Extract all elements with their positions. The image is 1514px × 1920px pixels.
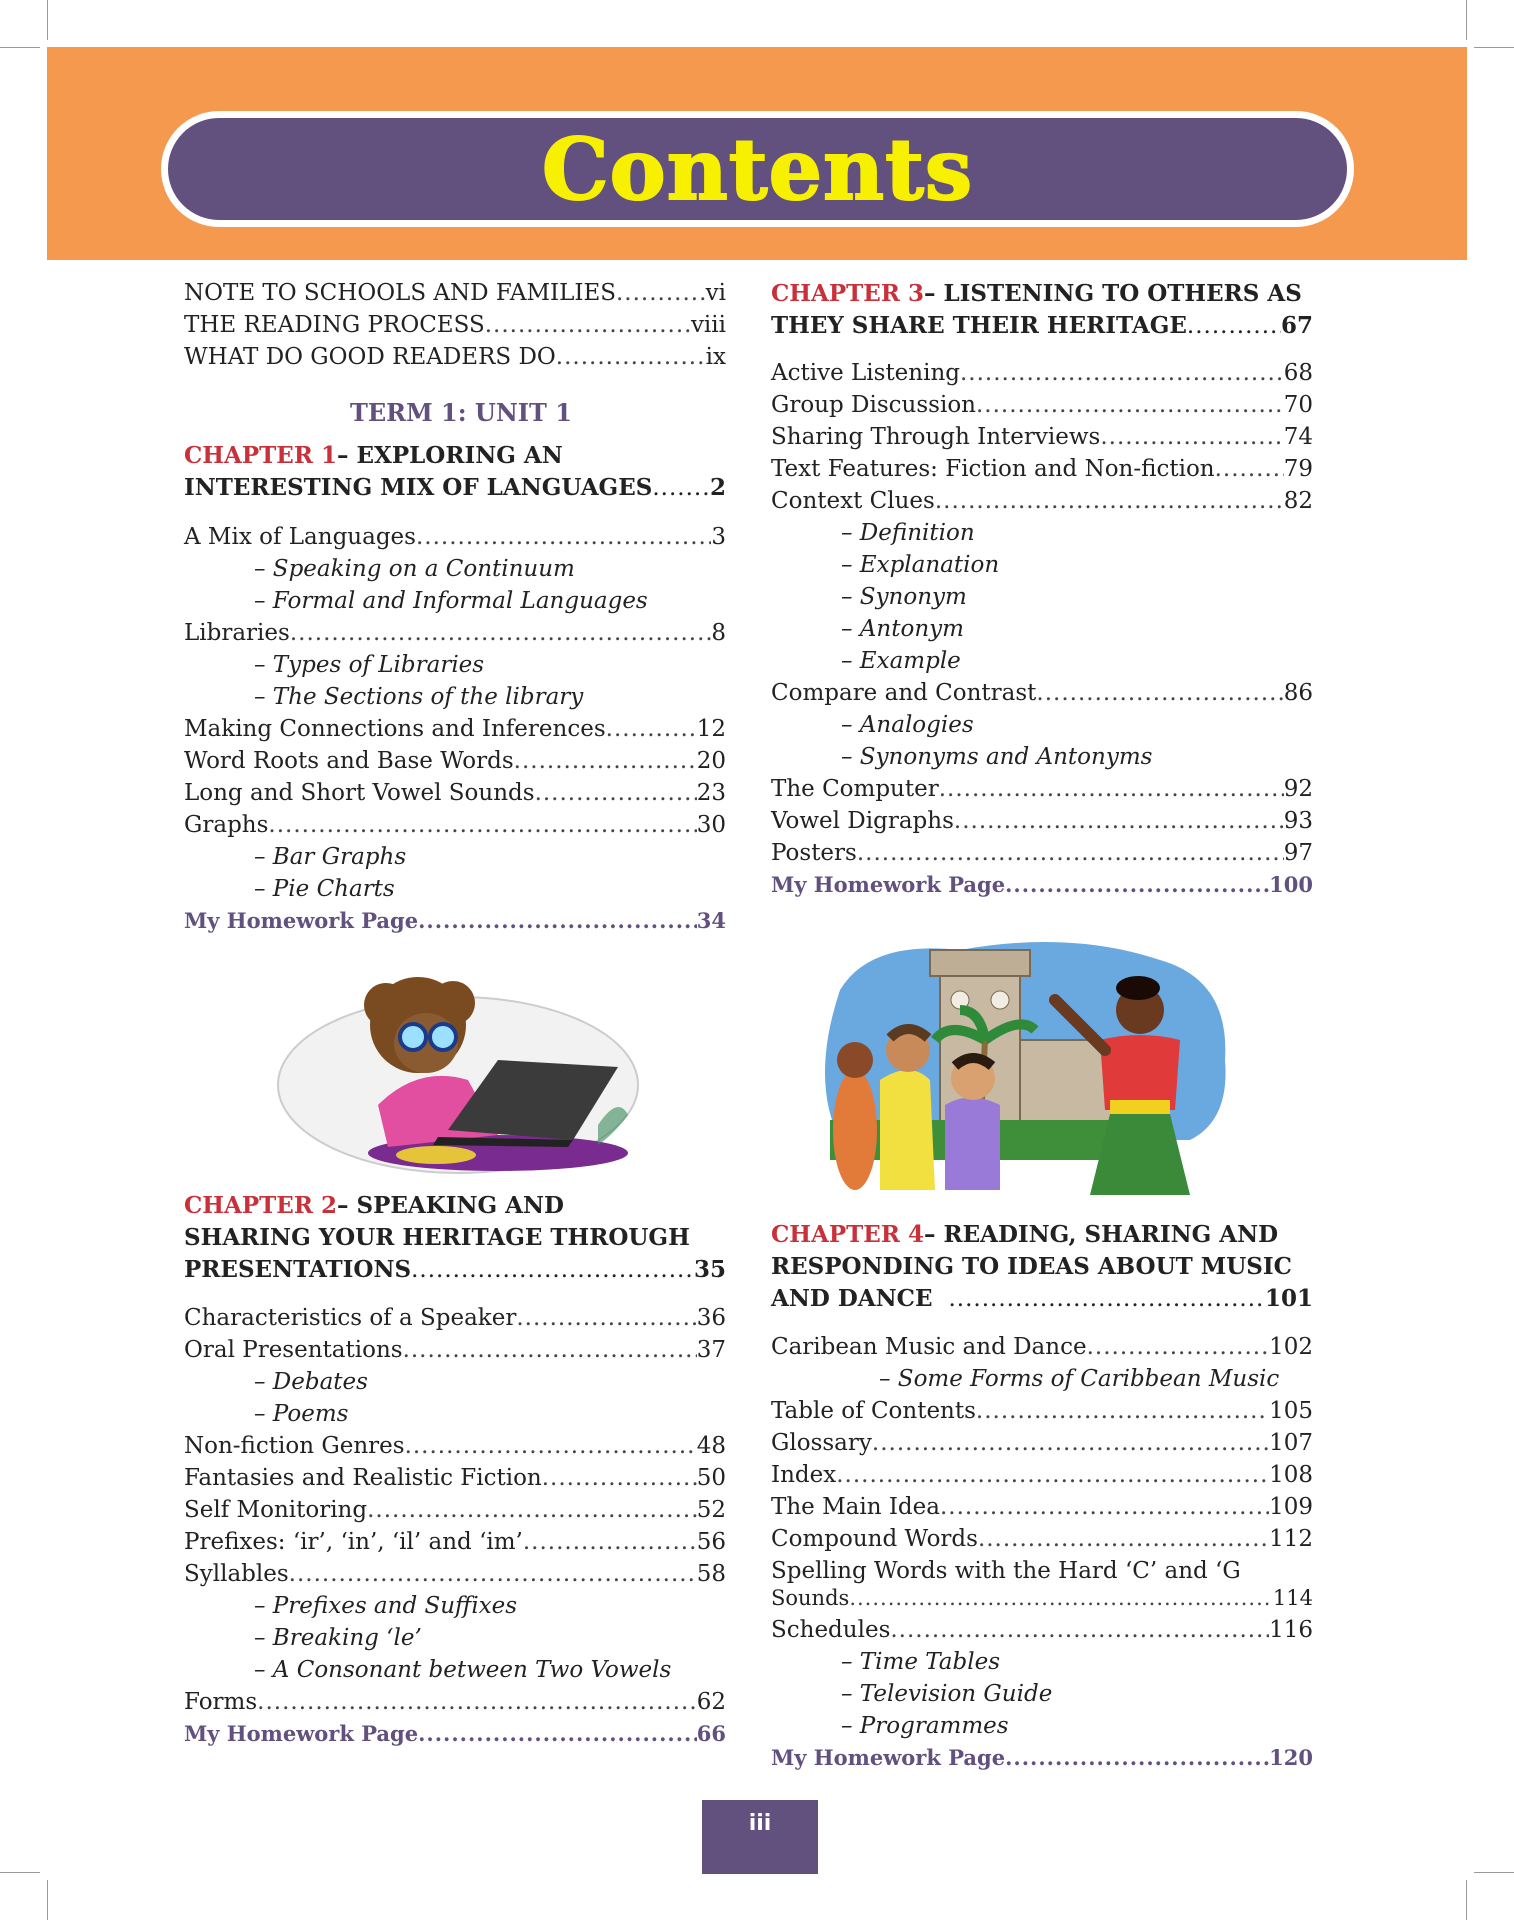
toc-entry[interactable] — [184, 810, 726, 840]
toc-entry[interactable] — [184, 310, 726, 340]
leader-dots — [849, 1583, 1273, 1613]
entry-page: 62 — [696, 1689, 726, 1715]
entry-page: 70 — [1283, 392, 1313, 418]
crop-mark — [47, 1880, 48, 1920]
leader-dots — [652, 472, 710, 504]
chapter-page: 67 — [1280, 312, 1313, 339]
entry-label: Forms — [184, 1689, 258, 1715]
leader-dots — [405, 1431, 697, 1461]
leader-dots — [418, 1719, 697, 1749]
entry-page: 36 — [696, 1305, 726, 1331]
entry-label: Sharing Through Interviews — [771, 424, 1101, 450]
entry-label: Making Connections and Inferences — [184, 716, 606, 742]
entry-label: Sounds — [771, 1586, 850, 1610]
leader-dots — [606, 714, 697, 744]
chapter-label: CHAPTER 1 — [184, 442, 337, 469]
leader-dots — [411, 1254, 694, 1286]
entry-label: Characteristics of a Speaker — [184, 1305, 517, 1331]
entry-label: The Main Idea — [771, 1494, 940, 1520]
entry-page: 79 — [1283, 456, 1313, 482]
entry-label: Long and Short Vowel Sounds — [184, 780, 535, 806]
chapter-heading[interactable] — [184, 440, 726, 504]
toc-subentry[interactable]: – Synonym — [841, 584, 967, 610]
entry-page: 114 — [1272, 1586, 1313, 1610]
toc-subentry[interactable]: – Types of Libraries — [254, 652, 485, 678]
entry-label: Text Features: Fiction and Non-fiction — [771, 456, 1215, 482]
entry-label: Index — [771, 1462, 837, 1488]
toc-entry[interactable] — [771, 1396, 1313, 1426]
leader-dots — [403, 1335, 697, 1365]
toc-entry[interactable] — [184, 522, 726, 552]
chapter-page: 35 — [693, 1256, 726, 1283]
toc-subentry[interactable]: – The Sections of the library — [254, 684, 584, 710]
entry-label: WHAT DO GOOD READERS DO — [184, 344, 556, 370]
entry-page: 37 — [696, 1337, 726, 1363]
chapter-title: AND DANCE — [771, 1285, 949, 1312]
entry-label: Compare and Contrast — [771, 680, 1037, 706]
toc-entry[interactable] — [771, 1460, 1313, 1490]
leader-dots — [949, 1283, 1265, 1315]
entry-page: 102 — [1269, 1334, 1313, 1360]
page-title: Contents — [541, 120, 974, 219]
entry-page: 105 — [1269, 1398, 1313, 1424]
entry-label: Oral Presentations — [184, 1337, 403, 1363]
toc-entry[interactable] — [771, 390, 1313, 420]
toc-subentry[interactable]: – Television Guide — [841, 1681, 1053, 1707]
crop-mark — [1466, 1880, 1467, 1920]
entry-page: 86 — [1283, 680, 1313, 706]
entry-label: My Homework Page — [184, 1721, 419, 1746]
leader-dots — [890, 1615, 1269, 1645]
leader-dots — [1036, 678, 1283, 708]
entry-label: Fantasies and Realistic Fiction — [184, 1465, 542, 1491]
toc-entry[interactable] — [184, 278, 726, 308]
crop-mark — [0, 1872, 40, 1873]
chapter-heading[interactable] — [771, 278, 1313, 342]
entry-page: 66 — [696, 1721, 726, 1746]
leader-dots — [1005, 1743, 1269, 1773]
toc-subentry[interactable]: – Breaking ‘le’ — [254, 1625, 422, 1651]
entry-label: Posters — [771, 840, 857, 866]
toc-entry[interactable] — [184, 1495, 726, 1525]
entry-label: Graphs — [184, 812, 269, 838]
leader-dots — [556, 342, 706, 372]
toc-entry[interactable] — [184, 618, 726, 648]
toc-entry[interactable] — [184, 746, 726, 776]
entry-page: 20 — [696, 748, 726, 774]
entry-page: 107 — [1269, 1430, 1313, 1456]
toc-subentry[interactable]: – Explanation — [841, 552, 1000, 578]
homework-entry[interactable] — [771, 870, 1313, 900]
toc-entry[interactable] — [184, 1431, 726, 1461]
tour-guide-illustration — [810, 930, 1240, 1210]
girl-with-laptop-illustration — [268, 975, 648, 1175]
entry-label: THE READING PROCESS — [184, 312, 485, 338]
entry-label: My Homework Page — [184, 908, 419, 933]
entry-page: 12 — [696, 716, 726, 742]
toc-entry[interactable] — [771, 678, 1313, 708]
entry-page: 50 — [696, 1465, 726, 1491]
leader-dots — [960, 358, 1284, 388]
toc-subentry[interactable]: – Debates — [254, 1369, 368, 1395]
entry-page: 34 — [696, 908, 726, 933]
toc-entry-line1[interactable]: Spelling Words with the Hard ‘C’ and ‘G — [771, 1558, 1241, 1584]
entry-page: 100 — [1269, 872, 1313, 897]
leader-dots — [290, 618, 712, 648]
homework-entry[interactable] — [184, 1719, 726, 1749]
crop-mark — [47, 0, 48, 40]
toc-subentry[interactable]: – Poems — [254, 1401, 349, 1427]
chapter-title: – SPEAKING AND — [336, 1192, 564, 1219]
crop-mark — [0, 47, 40, 48]
toc-subentry[interactable]: – Synonyms and Antonyms — [841, 744, 1153, 770]
entry-page: 92 — [1283, 776, 1313, 802]
entry-label: A Mix of Languages — [184, 524, 416, 550]
toc-entry[interactable] — [771, 1524, 1313, 1554]
entry-label: Schedules — [771, 1617, 891, 1643]
entry-label: The Computer — [771, 776, 939, 802]
chapter-title: PRESENTATIONS — [184, 1256, 412, 1283]
toc-entry[interactable] — [184, 714, 726, 744]
toc-subentry[interactable]: – Time Tables — [841, 1649, 1001, 1675]
leader-dots — [289, 1559, 697, 1589]
chapter-page: 101 — [1264, 1285, 1313, 1312]
leader-dots — [257, 1687, 697, 1717]
toc-entry[interactable] — [771, 1492, 1313, 1522]
toc-entry[interactable] — [184, 778, 726, 808]
toc-entry[interactable] — [771, 454, 1313, 484]
entry-label: Caribean Music and Dance — [771, 1334, 1087, 1360]
entry-label: Table of Contents — [771, 1398, 976, 1424]
toc-entry[interactable] — [184, 342, 726, 372]
toc-entry[interactable] — [771, 774, 1313, 804]
toc-subentry[interactable]: – Programmes — [841, 1713, 1009, 1739]
toc-entry[interactable] — [184, 1335, 726, 1365]
entry-page: vi — [705, 280, 726, 306]
entry-label: Group Discussion — [771, 392, 976, 418]
entry-page: 30 — [696, 812, 726, 838]
entry-page: ix — [705, 344, 726, 370]
leader-dots — [616, 278, 706, 308]
leader-dots — [836, 1460, 1269, 1490]
right-column-lower — [771, 1219, 1313, 1779]
homework-entry[interactable] — [184, 906, 726, 936]
entry-page: 52 — [696, 1497, 726, 1523]
toc-entry[interactable] — [771, 486, 1313, 516]
entry-page: 93 — [1283, 808, 1313, 834]
crop-mark — [1474, 47, 1514, 48]
left-column-lower — [184, 1190, 726, 1760]
toc-entry[interactable] — [184, 1463, 726, 1493]
leader-dots — [1215, 454, 1284, 484]
left-column — [184, 278, 726, 933]
chapter-title: – READING, SHARING AND — [923, 1221, 1279, 1248]
toc-entry[interactable] — [771, 1428, 1313, 1458]
leader-dots — [940, 1492, 1269, 1522]
chapter-title: – EXPLORING AN — [336, 442, 563, 469]
homework-entry[interactable] — [771, 1743, 1313, 1773]
entry-label: Libraries — [184, 620, 290, 646]
chapter-title: INTERESTING MIX OF LANGUAGES — [184, 474, 653, 501]
leader-dots — [939, 774, 1284, 804]
entry-page: viii — [690, 312, 726, 338]
leader-dots — [516, 1303, 696, 1333]
leader-dots — [1100, 422, 1283, 452]
leader-dots — [872, 1428, 1269, 1458]
leader-dots — [954, 806, 1284, 836]
entry-label: Syllables — [184, 1561, 289, 1587]
toc-subentry[interactable]: – Prefixes and Suffixes — [254, 1593, 518, 1619]
entry-label: My Homework Page — [771, 872, 1006, 897]
leader-dots — [1005, 870, 1269, 900]
entry-label: Self Monitoring — [184, 1497, 368, 1523]
entry-page: 82 — [1283, 488, 1313, 514]
crop-mark — [1466, 0, 1467, 40]
leader-dots — [1187, 310, 1281, 342]
entry-label: Prefixes: ‘ir’, ‘in’, ‘il’ and ‘im’ — [184, 1529, 523, 1555]
entry-page: 116 — [1269, 1617, 1313, 1643]
leader-dots — [1087, 1332, 1270, 1362]
entry-label: NOTE TO SCHOOLS AND FAMILIES — [184, 280, 616, 306]
chapter-label: CHAPTER 2 — [184, 1192, 337, 1219]
toc-entry[interactable] — [771, 1615, 1313, 1645]
leader-dots — [976, 1396, 1269, 1426]
entry-page: 48 — [696, 1433, 726, 1459]
toc-subentry[interactable]: – Formal and Informal Languages — [254, 588, 648, 614]
toc-entry[interactable] — [771, 1332, 1313, 1362]
entry-page: 58 — [696, 1561, 726, 1587]
entry-page: 109 — [1269, 1494, 1313, 1520]
toc-subentry[interactable]: – Bar Graphs — [254, 844, 407, 870]
leader-dots — [976, 390, 1284, 420]
term-heading: TERM 1: UNIT 1 — [350, 398, 572, 427]
toc-entry[interactable] — [184, 1687, 726, 1717]
entry-label: Compound Words — [771, 1526, 978, 1552]
title-pill — [161, 111, 1354, 227]
toc-subentry[interactable]: – Analogies — [841, 712, 974, 738]
leader-dots — [416, 522, 711, 552]
leader-dots — [514, 746, 697, 776]
leader-dots — [542, 1463, 697, 1493]
entry-page: 74 — [1283, 424, 1313, 450]
entry-label: Non-fiction Genres — [184, 1433, 405, 1459]
leader-dots — [857, 838, 1284, 868]
leader-dots — [367, 1495, 697, 1525]
entry-label: Context Clues — [771, 488, 935, 514]
entry-label: Glossary — [771, 1430, 872, 1456]
leader-dots — [535, 778, 697, 808]
entry-page: 97 — [1283, 840, 1313, 866]
chapter-title: THEY SHARE THEIR HERITAGE — [771, 312, 1187, 339]
entry-page: 3 — [711, 524, 726, 550]
toc-subentry[interactable]: – Antonym — [841, 616, 964, 642]
entry-label: My Homework Page — [771, 1745, 1006, 1770]
chapter-title: SHARING YOUR HERITAGE THROUGH — [184, 1224, 690, 1251]
toc-entry[interactable] — [771, 806, 1313, 836]
chapter-page: 2 — [709, 474, 726, 501]
leader-dots — [523, 1527, 697, 1557]
toc-subentry[interactable]: – Example — [841, 648, 961, 674]
toc-entry[interactable] — [184, 1303, 726, 1333]
toc-entry[interactable] — [184, 1527, 726, 1557]
entry-page: 112 — [1269, 1526, 1313, 1552]
leader-dots — [935, 486, 1284, 516]
entry-page: 108 — [1269, 1462, 1313, 1488]
toc-entry[interactable] — [184, 1559, 726, 1589]
toc-entry[interactable] — [771, 358, 1313, 388]
chapter-label: CHAPTER 3 — [771, 280, 924, 307]
toc-subentry[interactable]: – Some Forms of Caribbean Music — [879, 1366, 1280, 1392]
entry-page: 56 — [696, 1529, 726, 1555]
entry-label: Active Listening — [771, 360, 960, 386]
entry-label: Word Roots and Base Words — [184, 748, 514, 774]
entry-page: 68 — [1283, 360, 1313, 386]
toc-entry[interactable] — [771, 838, 1313, 868]
chapter-title: – LISTENING TO OTHERS AS — [923, 280, 1302, 307]
page-number: iii — [702, 1800, 818, 1874]
entry-page: 120 — [1269, 1745, 1313, 1770]
leader-dots — [268, 810, 696, 840]
leader-dots — [978, 1524, 1269, 1554]
leader-dots — [418, 906, 697, 936]
toc-entry[interactable] — [771, 1583, 1313, 1613]
right-column — [771, 278, 1313, 918]
toc-entry[interactable] — [771, 422, 1313, 452]
toc-subentry[interactable]: – Pie Charts — [254, 876, 395, 902]
leader-dots — [485, 310, 691, 340]
crop-mark — [1474, 1872, 1514, 1873]
toc-subentry[interactable]: – A Consonant between Two Vowels — [254, 1657, 672, 1683]
toc-subentry[interactable]: – Definition — [841, 520, 975, 546]
chapter-heading[interactable] — [771, 1219, 1313, 1315]
chapter-heading[interactable] — [184, 1190, 726, 1286]
entry-label: Vowel Digraphs — [771, 808, 954, 834]
entry-page: 8 — [711, 620, 726, 646]
toc-subentry[interactable]: – Speaking on a Continuum — [254, 556, 575, 582]
chapter-label: CHAPTER 4 — [771, 1221, 924, 1248]
chapter-title: RESPONDING TO IDEAS ABOUT MUSIC — [771, 1253, 1292, 1280]
entry-page: 23 — [696, 780, 726, 806]
